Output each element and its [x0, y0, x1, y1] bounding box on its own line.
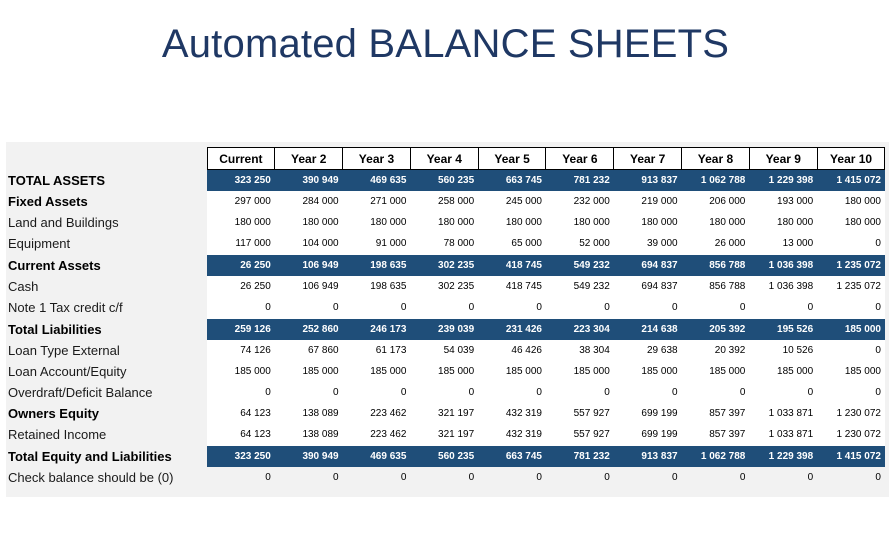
table-cell: 0: [207, 382, 275, 403]
table-cell: 1 062 788: [682, 446, 750, 468]
table-row: [6, 191, 885, 212]
table-cell: 857 397: [682, 424, 750, 446]
table-cell: 180 000: [478, 212, 546, 233]
table-cell: 663 745: [478, 170, 546, 192]
table-cell: 193 000: [749, 191, 817, 212]
table-cell: 913 837: [614, 170, 682, 192]
table-cell: 0: [614, 467, 682, 488]
table-cell: 856 788: [682, 255, 750, 277]
table-cell: 432 319: [478, 424, 546, 446]
table-cell: 1 230 072: [817, 403, 885, 424]
table-row: [6, 276, 885, 297]
table-cell: 0: [478, 297, 546, 319]
table-cell: 26 250: [207, 255, 275, 277]
row-label: Total Equity and Liabilities: [6, 446, 207, 468]
table-cell: 10 526: [749, 340, 817, 361]
table-cell: 231 426: [478, 319, 546, 341]
table-cell: 67 860: [275, 340, 343, 361]
table-cell: 91 000: [343, 233, 411, 255]
table-cell: 245 000: [478, 191, 546, 212]
table-cell: 549 232: [546, 255, 614, 277]
table-cell: 180 000: [410, 212, 478, 233]
table-cell: 0: [817, 467, 885, 488]
column-header: Year 4: [410, 148, 478, 170]
row-label: Equipment: [6, 233, 207, 255]
row-label: Owners Equity: [6, 403, 207, 424]
table-cell: 0: [546, 297, 614, 319]
table-cell: 26 250: [207, 276, 275, 297]
table-cell: 0: [275, 297, 343, 319]
table-cell: 699 199: [614, 403, 682, 424]
column-header: Year 3: [343, 148, 411, 170]
table-cell: 1 036 398: [749, 276, 817, 297]
table-cell: 138 089: [275, 403, 343, 424]
table-cell: 418 745: [478, 276, 546, 297]
table-cell: 246 173: [343, 319, 411, 341]
table-cell: 232 000: [546, 191, 614, 212]
table-cell: 0: [682, 297, 750, 319]
table-cell: 1 235 072: [817, 276, 885, 297]
table-cell: 106 949: [275, 255, 343, 277]
table-cell: 104 000: [275, 233, 343, 255]
table-cell: 0: [817, 340, 885, 361]
table-cell: 0: [410, 297, 478, 319]
table-cell: 302 235: [410, 276, 478, 297]
table-cell: 390 949: [275, 170, 343, 192]
table-row: [6, 446, 885, 468]
table-cell: 1 415 072: [817, 446, 885, 468]
table-cell: 0: [410, 382, 478, 403]
table-cell: 185 000: [207, 361, 275, 382]
table-cell: 0: [817, 233, 885, 255]
table-cell: 1 033 871: [749, 424, 817, 446]
table-cell: 271 000: [343, 191, 411, 212]
table-cell: 694 837: [614, 255, 682, 277]
table-row: [6, 361, 885, 382]
table-cell: 185 000: [478, 361, 546, 382]
table-cell: 1 230 072: [817, 424, 885, 446]
column-header: Year 9: [749, 148, 817, 170]
column-header: Year 5: [478, 148, 546, 170]
table-cell: 39 000: [614, 233, 682, 255]
table-cell: 180 000: [275, 212, 343, 233]
table-cell: 1 036 398: [749, 255, 817, 277]
table-cell: 390 949: [275, 446, 343, 468]
table-cell: 26 000: [682, 233, 750, 255]
column-header: Year 2: [275, 148, 343, 170]
table-row: [6, 340, 885, 361]
table-cell: 0: [478, 382, 546, 403]
table-cell: 913 837: [614, 446, 682, 468]
table-cell: 781 232: [546, 446, 614, 468]
table-cell: 180 000: [682, 212, 750, 233]
table-row: [6, 255, 885, 277]
table-cell: 38 304: [546, 340, 614, 361]
table-cell: 699 199: [614, 424, 682, 446]
table-row: [6, 212, 885, 233]
table-cell: 205 392: [682, 319, 750, 341]
table-cell: 0: [207, 467, 275, 488]
table-cell: 302 235: [410, 255, 478, 277]
table-cell: 239 039: [410, 319, 478, 341]
table-cell: 180 000: [817, 212, 885, 233]
table-cell: 206 000: [682, 191, 750, 212]
table-cell: 321 197: [410, 424, 478, 446]
table-cell: 1 062 788: [682, 170, 750, 192]
row-label: Loan Account/Equity: [6, 361, 207, 382]
table-cell: 258 000: [410, 191, 478, 212]
table-cell: 0: [749, 467, 817, 488]
table-cell: 65 000: [478, 233, 546, 255]
table-cell: 259 126: [207, 319, 275, 341]
table-cell: 46 426: [478, 340, 546, 361]
row-label: Land and Buildings: [6, 212, 207, 233]
table-row: [6, 467, 885, 488]
table-cell: 0: [275, 467, 343, 488]
row-label: Note 1 Tax credit c/f: [6, 297, 207, 319]
table-cell: 0: [546, 467, 614, 488]
table-cell: 64 123: [207, 403, 275, 424]
table-cell: 549 232: [546, 276, 614, 297]
header-row: [6, 148, 885, 170]
table-cell: 185 000: [817, 361, 885, 382]
table-cell: 1 229 398: [749, 446, 817, 468]
table-cell: 219 000: [614, 191, 682, 212]
table-cell: 0: [614, 297, 682, 319]
table-cell: 106 949: [275, 276, 343, 297]
table-cell: 0: [749, 382, 817, 403]
table-cell: 52 000: [546, 233, 614, 255]
table-cell: 20 392: [682, 340, 750, 361]
table-row: [6, 403, 885, 424]
table-cell: 0: [817, 382, 885, 403]
table-cell: 252 860: [275, 319, 343, 341]
table-cell: 560 235: [410, 446, 478, 468]
table-cell: 0: [614, 382, 682, 403]
table-cell: 180 000: [749, 212, 817, 233]
table-cell: 29 638: [614, 340, 682, 361]
table-cell: 694 837: [614, 276, 682, 297]
table-cell: 180 000: [343, 212, 411, 233]
table-cell: 1 229 398: [749, 170, 817, 192]
table-row: [6, 297, 885, 319]
table-cell: 0: [207, 297, 275, 319]
table-cell: 663 745: [478, 446, 546, 468]
table-cell: 1 415 072: [817, 170, 885, 192]
table-cell: 185 000: [682, 361, 750, 382]
table-cell: 64 123: [207, 424, 275, 446]
table-cell: 0: [410, 467, 478, 488]
table-cell: 61 173: [343, 340, 411, 361]
table-cell: 321 197: [410, 403, 478, 424]
table-cell: 223 304: [546, 319, 614, 341]
table-cell: 180 000: [207, 212, 275, 233]
table-cell: 185 000: [410, 361, 478, 382]
table-cell: 297 000: [207, 191, 275, 212]
column-header: Year 8: [682, 148, 750, 170]
table-cell: 560 235: [410, 170, 478, 192]
row-label: Cash: [6, 276, 207, 297]
table-cell: 856 788: [682, 276, 750, 297]
table-cell: 185 000: [343, 361, 411, 382]
table-cell: 195 526: [749, 319, 817, 341]
table-cell: 185 000: [614, 361, 682, 382]
table-cell: 54 039: [410, 340, 478, 361]
table-cell: 1 235 072: [817, 255, 885, 277]
table-cell: 857 397: [682, 403, 750, 424]
table-cell: 323 250: [207, 446, 275, 468]
table-cell: 284 000: [275, 191, 343, 212]
table-cell: 185 000: [749, 361, 817, 382]
table-cell: 0: [749, 297, 817, 319]
table-row: [6, 233, 885, 255]
table-row: [6, 382, 885, 403]
row-label: Check balance should be (0): [6, 467, 207, 488]
row-label: Retained Income: [6, 424, 207, 446]
row-label: Total Liabilities: [6, 319, 207, 341]
column-header: Year 7: [614, 148, 682, 170]
table-cell: 0: [682, 467, 750, 488]
table-cell: 0: [817, 297, 885, 319]
page-title: Automated BALANCE SHEETS: [161, 22, 730, 66]
column-header: Current: [207, 148, 275, 170]
table-cell: 78 000: [410, 233, 478, 255]
table-cell: 0: [478, 467, 546, 488]
row-label: Loan Type External: [6, 340, 207, 361]
table-cell: 13 000: [749, 233, 817, 255]
table-cell: 138 089: [275, 424, 343, 446]
table-cell: 0: [343, 382, 411, 403]
table-cell: 180 000: [614, 212, 682, 233]
table-cell: 198 635: [343, 255, 411, 277]
table-cell: 557 927: [546, 424, 614, 446]
row-label: Overdraft/Deficit Balance: [6, 382, 207, 403]
table-cell: 214 638: [614, 319, 682, 341]
table-cell: 0: [343, 297, 411, 319]
table-cell: 180 000: [817, 191, 885, 212]
table-cell: 180 000: [546, 212, 614, 233]
table-cell: 469 635: [343, 446, 411, 468]
table-cell: 185 000: [275, 361, 343, 382]
table-cell: 185 000: [546, 361, 614, 382]
table-cell: 0: [546, 382, 614, 403]
balance-sheet-table: [6, 147, 885, 488]
table-row: [6, 424, 885, 446]
column-header: Year 10: [817, 148, 885, 170]
table-cell: 323 250: [207, 170, 275, 192]
table-cell: 223 462: [343, 424, 411, 446]
table-cell: 0: [682, 382, 750, 403]
table-cell: 117 000: [207, 233, 275, 255]
table-cell: 198 635: [343, 276, 411, 297]
table-cell: 1 033 871: [749, 403, 817, 424]
row-label: TOTAL ASSETS: [6, 170, 207, 192]
row-label: Fixed Assets: [6, 191, 207, 212]
table-cell: 0: [343, 467, 411, 488]
table-cell: 781 232: [546, 170, 614, 192]
table-row: [6, 170, 885, 192]
table-cell: 557 927: [546, 403, 614, 424]
table-cell: 74 126: [207, 340, 275, 361]
table-cell: 432 319: [478, 403, 546, 424]
row-label: Current Assets: [6, 255, 207, 277]
table-row: [6, 319, 885, 341]
table-cell: 185 000: [817, 319, 885, 341]
table-cell: 0: [275, 382, 343, 403]
balance-sheet-body: [6, 170, 885, 489]
table-cell: 223 462: [343, 403, 411, 424]
table-cell: 418 745: [478, 255, 546, 277]
column-header: Year 6: [546, 148, 614, 170]
header-spacer: [6, 148, 207, 170]
table-cell: 469 635: [343, 170, 411, 192]
